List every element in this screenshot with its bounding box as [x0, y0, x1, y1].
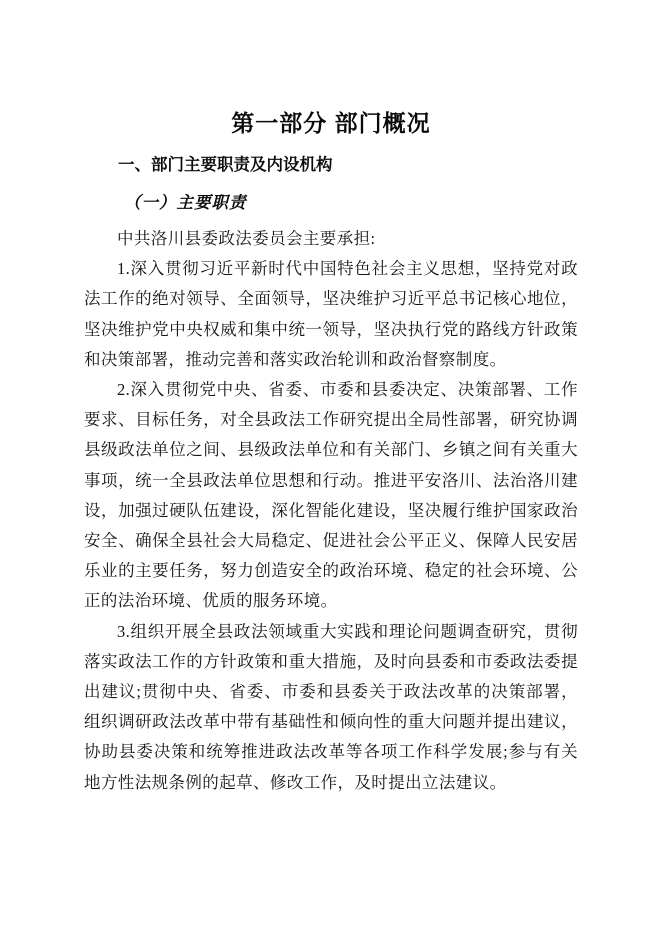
body-paragraph: 3.组织开展全县政法领域重大实践和理论问题调查研究，贯彻落实政法工作的方针政策和重大措施，及时向县委和市委政法委提出建议;贯彻中央、省委、市委和县委关于政法改革的决策部署，组织调研政法改革中带有基础性和倾向性的重大问题并提出建议，协助县委决策和统筹推进政法改革等各项工作科学发展;参与有关地方性法规条例的起草、修改工作，及时提出立法建议。 — [84, 621, 578, 792]
document-body — [84, 224, 578, 798]
subsection-heading: （一）主要职责 — [124, 193, 247, 212]
body-paragraph: 1.深入贯彻习近平新时代中国特色社会主义思想，坚持党对政法工作的绝对领导、全面领导，坚决维护习近平总书记核心地位，坚决维护党中央权威和集中统一领导，坚决执行党的路线方针政策和决策部署，推动完善和落实政治轮训和政治督察制度。 — [84, 259, 578, 369]
body-paragraph: 中共洛川县委政法委员会主要承担: — [117, 229, 376, 248]
section-heading: 一、部门主要职责及内设机构 — [118, 156, 333, 174]
body-paragraph: 2.深入贯彻党中央、省委、市委和县委决定、决策部署、工作要求、目标任务，对全县政法工作研究提出全局性部署，研究协调县级政法单位之间、县级政法单位和有关部门、乡镇之间有关重大事项，统一全县政法单位思想和行动。推进平安洛川、法治洛川建设，加强过硬队伍建设，深化智能化建设，坚决履行维护国家政治安全、确保全县社会大局稳定、促进社会公平正义、保障人民安居乐业的主要任务，努力创造安全的政治环境、稳定的社会环境、公正的法治环境、优质的服务环境。 — [84, 380, 578, 611]
document-title: 第一部分 部门概况 — [231, 110, 431, 136]
